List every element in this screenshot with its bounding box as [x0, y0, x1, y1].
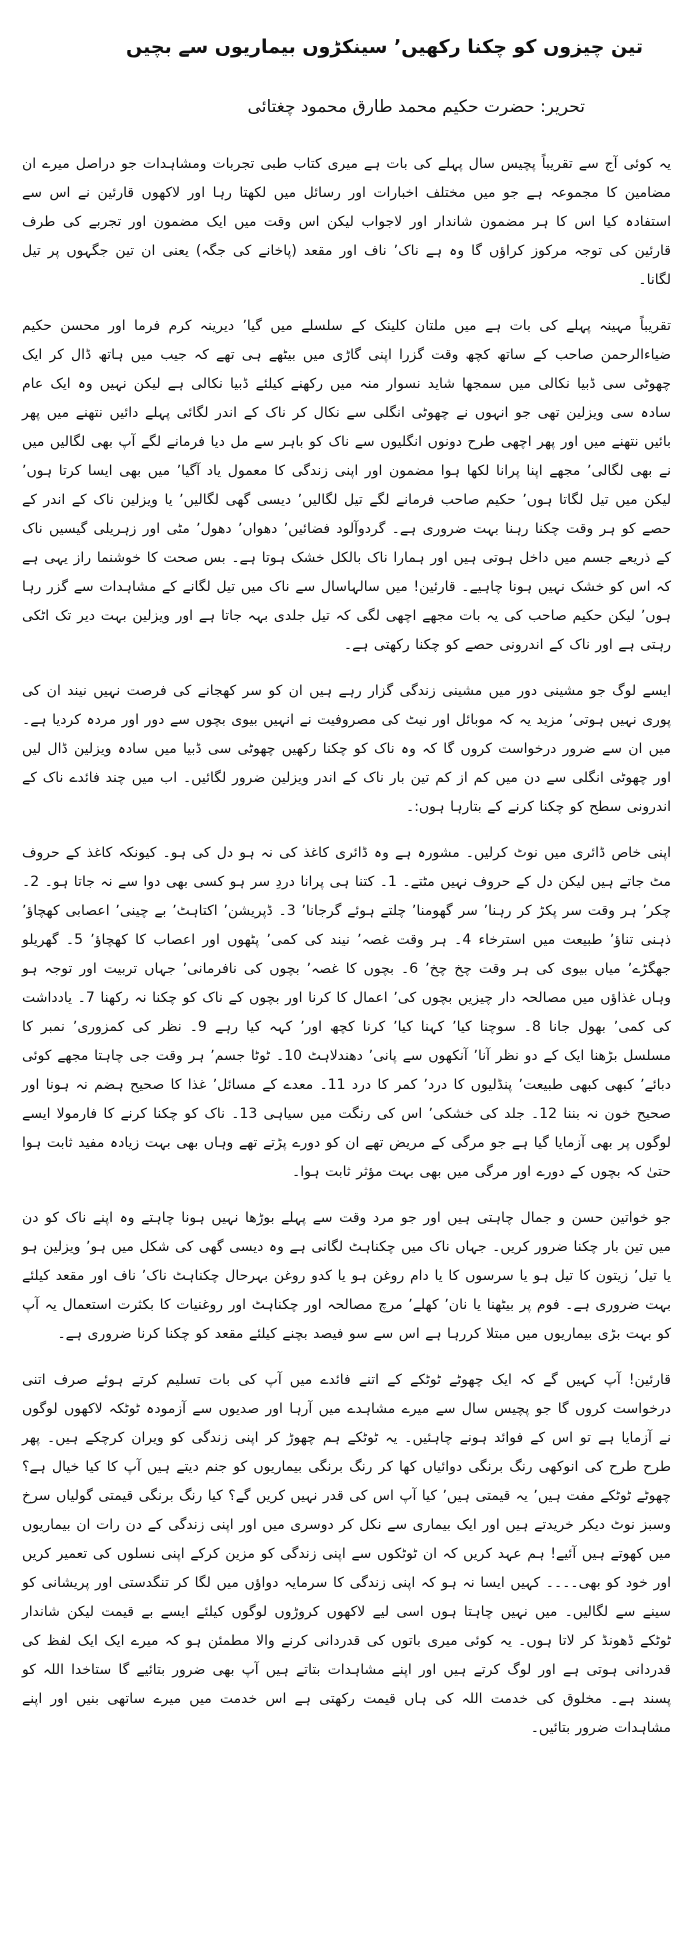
article-title: تین چیزوں کو چکنا رکھیں٬ سینکڑوں بیماریوں سے بچیں — [126, 36, 643, 58]
article-byline: تحریر: حضرت حکیم محمد طارق محمود چغتائی — [247, 97, 585, 117]
paragraph-intro: یہ کوئی آج سے تقریباً پچیس سال پہلے کی بات ہے میری کتاب طبی تجربات ومشاہدات جو دراصل میرے ان مضامین کا مجموعہ ہے جو میں مختلف اخبارات اور رسائل میں لکھتا رہا اور لاکھوں قارئین نے اس سے استفادہ کیا اس کا ہر مضمون شاندار اور لاجواب لیکن اس وقت میں ایک مضمون اور تجربے کی طرف قارئین کی توجہ مرکوز کراؤں گا وہ ہے ناک٬ ناف اور مقعد (پاخانے کی جگہ) یعنی ان تین جگہوں پر تیل لگانا۔ — [22, 156, 671, 288]
paragraph-women-beauty: جو خواتین حسن و جمال چاہتی ہیں اور جو مرد وقت سے پہلے بوڑھا نہیں ہونا چاہتے وہ اپنے ناک کو دن میں تین بار چکنا ضرور کریں۔ جہاں ناک میں چکناہٹ لگانی ہے وہ دیسی گھی کی شکل میں ہو٬ ویزلین ہو یا تیل٬ زیتون کا تیل ہو یا سرسوں کا یا دام روغن ہو یا کدو روغن بہرحال چکناہٹ ناک٬ ناف اور مقعد کیلئے بہت ضروری ہے۔ فوم پر بیٹھنا یا نان٬ کھلے٬ مرچ مصالحہ اور چکناہٹ اور روغنیات کا بکثرت استعمال یہ آپ کو بہت بڑی بیماریوں میں مبتلا کررہا ہے اس سے سو فیصد بچنے کیلئے مقعد کو چکنا کرنا ضروری ہے۔ — [22, 1210, 672, 1342]
paragraph-closing: قارئین! آپ کہیں گے کہ ایک چھوٹے ٹوٹکے کے اتنے فائدے میں آپ کی بات تسلیم کرتے ہوئے صرف اتنی درخواست کروں گا جو پچیس سال سے میرے مشاہدے میں آرہا اور صدیوں سے آزمودہ ٹوٹکہ لاکھوں لوگوں نے آزمایا ہے تو اس کے فوائد ہونے چاہئیں۔ یہ ٹوٹکے ہم چھوڑ کر اپنی زندگی کو ویران کرچکے ہیں۔ پھر طرح طرح کی انوکھی رنگ برنگی دوائیاں کھا کر رنگ برنگی بیماریوں کو جنم دیتے ہیں آپ کا کیا خیال ہے؟ چھوٹے ٹوٹکے مفت ہیں٬ یہ قیمتی ہیں٬ کیا آپ اس کی قدر نہیں کریں گے؟ کیا رنگ برنگی قیمتی گولیاں سرخ وسبز نوٹ دیکر خریدتے ہیں اور ایک بیماری سے نکل کر دوسری میں اور اپنی زندگی کے دن رات ان بیماریوں میں کھوتے ہیں آئیے! ہم عہد کریں کہ ان ٹوٹکوں سے اپنی زندگی کو مزین کرکے اپنی نسلوں کی تعمیر کریں اور خود کو بھی۔۔۔۔ کہیں ایسا نہ ہو کہ اپنی زندگی کا سرمایہ دواؤں میں لگا کر تنگدستی اور پریشانی کو سینے سے لگالیں۔ میں نہیں چاہتا ہوں اسی لیے لاکھوں کروڑوں لوگوں کیلئے ایسے بے قیمت لیکن شاندار ٹوٹکے ڈھونڈ کر لاتا ہوں۔ یہ کوئی میری باتوں کی قدردانی کرنے والا مطمئن ہو کہ میرے ایک ایک لفظ کی قدردانی ہوتی ہے اور لوگ کرتے ہیں اور اپنے مشاہدات بتاتے ہیں آپ بھی ضرور بتائیے گا ستاخدا اللہ کو پسند ہے۔ مخلوق کی خدمت اللہ کی ہاں قیمت رکھتی ہے اس خدمت میں میرے ساتھی بنیں اور اپنے مشاہدات ضرور بتائیں۔ — [22, 1372, 671, 1736]
paragraph-machine-age: ایسے لوگ جو مشینی دور میں مشینی زندگی گزار رہے ہیں ان کو سر کھجانے کی فرصت نہیں نیند ان کی پوری نہیں ہوتی٬ مزید یہ کہ موبائل اور نیٹ کی مصروفیت نے انہیں بیوی بچوں سے دور اور مردہ کردیا ہے۔ میں ان سے ضرور درخواست کروں گا کہ وہ ناک کو چکنا رکھیں چھوٹی سی ڈبیا میں سادہ ویزلین ڈال لیں اور چھوٹی انگلی سے دن میں کم از کم تین بار ناک کے اندر ویزلین ضرور لگائیں۔ اب میں چند فائدے ناک کے اندرونی سطح کو چکنا کرنے کے بتارہا ہوں:۔ — [22, 683, 671, 815]
paragraph-multan-visit: تقریباً مہینہ پہلے کی بات ہے میں ملتان کلینک کے سلسلے میں گیا٬ دیرینہ کرم فرما اور محسن حکیم ضیاءالرحمن صاحب کے ساتھ کچھ وقت گزرا اپنی گاڑی میں بیٹھے ہی تھے کہ جیب میں ہاتھ ڈال کر ایک چھوٹی سی ڈبیا نکالی میں سمجھا شاید نسوار منہ میں رکھنے کیلئے ڈبیا نکالی ہے لیکن نہیں وہ ایک عام سادہ سی ویزلین تھی جو انہوں نے چھوٹی انگلی سے نکال کر ناک کے اندر لگائی پہلے دائیں نتھنے میں پھر بائیں نتھنے میں اور پھر اچھی طرح دونوں انگلیوں سے ناک کو باہر سے مل دیا فرمانے لگے آپ بھی لگالیں میں نے بھی لگالی٬ مجھے اپنا پرانا لکھا ہوا مضمون اور اپنی زندگی کا معمول یاد آگیا٬ میں بھی ایسا کرتا ہوں٬ لیکن میں تیل لگاتا ہوں٬ حکیم صاحب فرمانے لگے تیل لگالیں٬ دیسی گھی لگالیں٬ یا ویزلین ناک کے اندر کے حصے کو ہر وقت چکنا رہنا بہت ضروری ہے۔ گردوآلود فضائیں٬ دھواں٬ دھول٬ مٹی اور زہریلی گیسیں ناک کے ذریعے جسم میں داخل ہوتی ہیں اور ہمارا ناک بالکل خشک ہوتا ہے۔ بس صحت کا خوشنما راز یہی ہے کہ اس کو خشک نہیں ہونا چاہیے۔ قارئین! میں سالہاسال سے ناک میں تیل لگانے کے مشاہدات سے گزر رہا ہوں٬ لیکن حکیم صاحب کی یہ بات مجھے اچھی لگی کہ تیل جلدی بہہ جاتا ہے اور ویزلین بہت دیر تک اٹکی رہتی ہے اور ناک کے اندرونی حصے کو چکنا رکھتی ہے۔ — [22, 318, 671, 653]
paragraph-benefits-list: اپنی خاص ڈائری میں نوٹ کرلیں۔ مشورہ ہے وہ ڈائری کاغذ کی نہ ہو دل کی ہو۔ کیونکہ کاغذ کے حروف مٹ جاتے ہیں لیکن دل کے حروف نہیں مٹتے۔ 1۔ کتنا ہی پرانا دردِ سر ہو کسی بھی دوا سے نہ جاتا ہو۔ 2۔ چکر٬ ہر وقت سر پکڑ کر رہنا٬ سر گھومنا٬ چلتے ہوئے گرجانا٬ 3۔ ڈپریشن٬ اکتاہٹ٬ بے چینی٬ اعصابی کھچاؤ٬ ذہنی تناؤ٬ طبیعت میں استرخاء 4۔ ہر وقت غصہ٬ نیند کی کمی٬ پٹھوں اور اعصاب کا کھچاؤ٬ 5۔ گھریلو جھگڑے٬ میاں بیوی کی ہر وقت چخ چخ٬ 6۔ بچوں کا غصہ٬ بچوں کی نافرمانی٬ جہاں تربیت اور توجہ ہو وہاں غذاؤں میں مصالحہ دار چیزیں بچوں کی٬ اعمال کا کرنا اور بچوں کے ناک کو چکنا نہ رکھنا 7۔ یادداشت کی کمی٬ بھول جانا 8۔ سوچنا کیا٬ کہنا کیا٬ کرنا کچھ اور٬ کہہ کیا رہے 9۔ نظر کی کمزوری٬ نمبر کا مسلسل بڑھنا ایک کے دو نظر آنا٬ آنکھوں سے پانی٬ دھندلاہٹ 10۔ ٹوٹا جسم٬ ہر وقت جی چاہتا مجھے کوئی دبائے٬ کبھی کبھی طبیعت٬ پنڈلیوں کا درد٬ کمر کا درد 11۔ معدے کے مسائل٬ غذا کا صحیح ہضم نہ ہونا اور صحیح خون نہ بننا 12۔ جلد کی خشکی٬ اس کی رنگت میں سیاہی 13۔ ناک کو چکنا کرنے کا فارمولا ایسے لوگوں پر بھی آزمایا گیا ہے جو مرگی کے مریض تھے ان کو دورے پڑتے تھے وہاں بھی بہت زیادہ مفید ثابت ہوا حتیٰ کہ بچوں کے دورے اور مرگی میں بھی بہت مؤثر ثابت ہوا۔ — [22, 845, 672, 1180]
